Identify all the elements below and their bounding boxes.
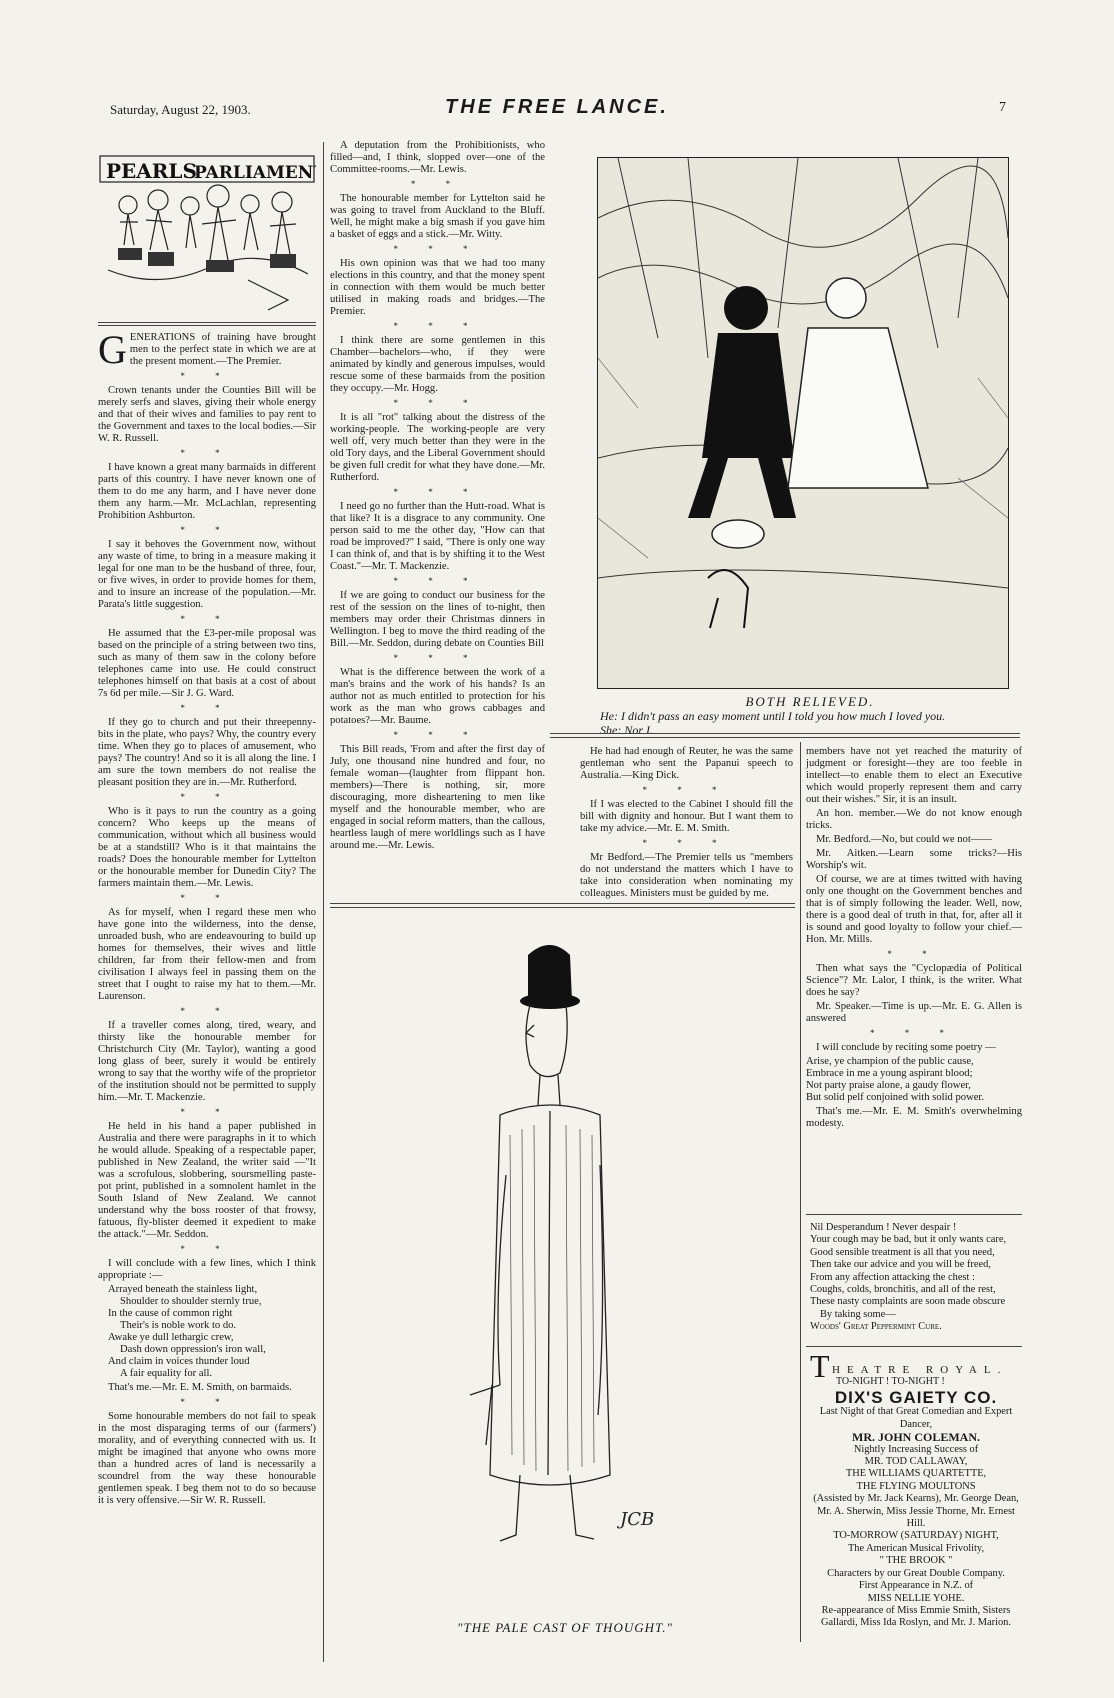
column-1 [98,150,316,1509]
paragraph: A deputation from the Prohibitionists, who filled—and, I think, slopped over—one of the Committee-rooms.—Mr. Lewis. [330,140,545,175]
separator: * * [180,525,234,535]
separator: * * * [393,398,482,408]
paragraph: I think there are some gentlemen in this Chamber—bachelors—who, if they were animated by kindly and generous impulses, would rescue some of these barmaids from the position they occupy.—Mr. Hogg. [330,335,545,394]
separator: * * [180,1006,234,1016]
paragraph: An hon. member.—We do not know enough tricks. [806,808,1022,831]
paragraph: His own opinion was that we had too many elections in this country, and that the money spent in connection with them would be much better utilised in making roads and bridges.—The Premier. [330,258,545,317]
paragraph: Mr Bedford.—The Premier tells us "members do not understand the matters which I have to take into consideration when nominating my colleagues. Ministers must be guided by me. [580,852,793,899]
separator: * * [180,1244,234,1254]
banner-right-word: PARLIAMENT [194,163,316,183]
banner-left-word: PEARLS [106,159,197,183]
separator: * * * [393,244,482,254]
paragraph: The honourable member for Lyttelton said he was going to travel from Auckland to the Bluff. Well, he might make a big smash if you gave him a basket of eggs and a stick.—Mr. Witty. [330,193,545,240]
column-divider [323,142,324,1662]
separator: * * [180,893,234,903]
separator: * * [180,371,234,381]
paragraph: Mr. Aitken.—Learn some tricks?—His Worship's wit. [806,848,1022,871]
paragraph: As for myself, when I regard these men who have gone into the wilderness, into the dense, unroaded bush, who are endeavouring to build up homes for themselves, their wives and little children, far from their fellow-men and from civilisation I always feel in passing them on the street that I ought to raise my hat to them.—Mr. Laurenson. [98,907,316,1002]
paragraph: If they go to church and put their threepenny-bits in the plate, who pays? Why, the country every time. When they go to places of amusement, who pays? The country! And so it is all along the line. I am sure the town members do not realise the pleasant position they are in.—Mr. Rutherford. [98,717,316,788]
paragraph: It is all "rot" talking about the distress of the working-people. The working-people are very well off, very much better than they were in the old Tory days, and the Liberal Government should be given full credit for what they have done.—Mr. Rutherford. [330,412,545,483]
paragraph: I say it behoves the Government now, without any waste of time, to bring in a measure making it legal for one man to be the husband of three, four, or five wives, in order to provide homes for them, and to insure an increase of the population.—Mr. Parata's little suggestion. [98,539,316,610]
separator: * * * [393,730,482,740]
separator: * * * [642,785,731,795]
separator: * * [180,792,234,802]
paragraph: I need go no further than the Hutt-road. What is that like? It is a disgrace to any community. One person said to me the other day, "How can that road be improved?" I said, "There is only one way I can think of, and that is by shifting it to the West Coast."—Mr. T. Mackenzie. [330,501,545,572]
section-rule [806,1214,1022,1215]
caption-line-she: She: Nor I. [600,723,653,737]
caption-line-he: He: I didn't pass an easy moment until I told you how much I loved you. [600,709,946,723]
pearls-banner [98,150,316,316]
poem: Arise, ye champion of the public cause, Embrace in me a young aspirant blood; Not party praise alone, a gaudy flower, But solid pelf conjoined with solid power. [806,1056,985,1103]
separator: * * [180,614,234,624]
cartoon-caption [600,695,1020,737]
separator: * * [180,448,234,458]
pearls-parliament-illustration [98,150,316,316]
paragraph: I will conclude with a few lines, which I think appropriate :— [98,1258,316,1281]
paragraph: What is the difference between the work of a man's brains and the work of his hands? Is an author not as much entitled to protection for his work as the man who grows cabbages and potatoes?—Mr. Baume. [330,667,545,726]
paragraph: If a traveller comes along, tired, weary, and thirsty like the honourable member for Christchurch City (Mr. Taylor), wanting a good long glass of beer, surely it would be entirely wrong to say that the worthy wife of the proprietor of the institution should not be permitted to supply him.—Mr. T. Mackenzie. [98,1020,316,1103]
theatre-royal-ad: T HEATRE ROYAL. TO-NIGHT ! TO-NIGHT ! DIX'S GAIETY CO. Last Night of that Great Comedian and Expert Dancer, MR. JOHN COLEMAN. Nightly Increasing Success of MR. TOD CALLAWAY, THE WILLIAMS QUARTETTE, THE FLYING MOULTONS (Assisted by Mr. Jack Kearns), Mr. George Dean, Mr. A. Sherwin, Miss Jessie Thorne, Mr. Ernest Hill. TO-MORROW (SATURDAY) NIGHT, The American Musical Frivolity, " THE BROOK " Characters by our Great Double Company. First Appearance in N.Z. of MISS NELLIE YOHE. Re-appearance of Miss Emmie Smith, Sisters Gallardi, Miss Ida Roslyn, and Mr. J. Marion. [810,1364,1022,1630]
paragraph: He assumed that the £3-per-mile proposal was based on the principle of a string between two tins, such as many of them saw in the colony before telephones came into use. He could construct telephones himself on that basis at a cost of about 7s 6d per mile.—Sir J. G. Ward. [98,628,316,699]
paragraph: If we are going to conduct our business for the rest of the session on the lines of to-night, then members may order their Christmas dinners in Wellington. I beg to move the third reading of the Bill.—Mr. Seddon, during debate on Counties Bill [330,590,545,649]
paragraph: That's me.—Mr. E. M. Smith's overwhelming modesty. [806,1106,1022,1129]
paragraph: This Bill reads, 'From and after the first day of July, one thousand nine hundred and four, no female woman—(laughter from flippant hon. members)—There is nothing, sir, more discouraging, more disheartening to men like myself and the honourable member, who are engaged in social reform matters, than the callous, heartless laugh of mere worldlings such as I have around me.—Mr. Lewis. [330,744,545,851]
separator: * * [887,949,941,959]
newspaper-title: THE FREE LANCE. [445,96,669,118]
pale-cast-cartoon [430,915,670,1555]
column-3 [580,746,793,902]
paragraph: Crown tenants under the Counties Bill will be merely serfs and slaves, giving their whole energy and that of their wives and families to pay rent to the Government and taxes to the local bodies.—Sir W. R. Russell. [98,385,316,444]
poem: Arrayed beneath the stainless light, Shoulder to shoulder sternly true, In the cause of common right Their's is noble work to do. Awake ye dull lethargic crew, Dash down oppression's iron wall, And claim in voices thunder loud A fair equality for all. [108,1284,266,1379]
separator: * * * [393,487,482,497]
paragraph: Of course, we are at times twitted with having only one thought on the Government benches and that is of simply following the leader. Well, now, there is a good deal of truth in that, for, after all it is sound and good loyalty to follow your chief.—Hon. Mr. Mills. [806,874,1022,945]
paragraph: That's me.—Mr. E. M. Smith, on barmaids. [108,1382,292,1393]
pale-cast-caption: "THE PALE CAST OF THOUGHT." [457,1620,673,1635]
rule [98,322,316,326]
issue-date: Saturday, August 22, 1903. [110,102,251,117]
page-number: 7 [999,100,1006,115]
artist-signature: JCB [620,1509,655,1530]
section-rule [550,737,1020,738]
separator: * * * [870,1028,958,1038]
paragraph: I have known a great many barmaids in different parts of this country. I have never known one of them to do me any harm, and I have never done them any harm.—Mr. McLachlan, representing Prohibition Ashburton. [98,462,316,521]
paragraph: Who is it pays to run the country as a going concern? Who keeps up the means of communication, without which all business would be at a standstill? Who is it that maintains the roads? Does the honourable member for Lyttelton or the honourable member for Dunedin City? The farmers maintain them.—Mr. Lewis. [98,806,316,889]
separator: * * * [642,838,731,848]
page-header [0,96,1114,126]
separator: * * [180,1397,234,1407]
paragraph: If I was elected to the Cabinet I should fill the bill with dignity and honour. But I want them to take my advice.—Mr. E. M. Smith. [580,799,793,834]
column-2 [330,140,545,854]
separator: * * * [393,653,482,663]
peppermint-cure-ad: Nil Desperandum ! Never despair ! Your cough may be bad, but it only wants care, Good sensible treatment is all that you need, Then take our advice and you will be freed, From any affection attacking the chest : Coughs, colds, bronchitis, and all of the rest, These nasty complaints are soon made obscure By taking some— Woods' Great Peppermint Cure. [810,1222,1007,1333]
couple-illustration [598,158,1008,688]
paragraph: Some honourable members do not fail to speak in the most disparaging terms of our (farmers') morality, and of everything connected with us. It might be imagined that anyone who owns more than a hundred acres of land is necessarily a scoundrel from the way these honourable gentlemen speak. I beg them not to do so because it is very offensive.—Sir W. R. Russell. [98,1411,316,1506]
paragraph: Mr. Bedford.—No, but could we not—— [816,834,992,845]
paragraph: I will conclude by reciting some poetry — [816,1042,996,1053]
separator: * * * [393,576,482,586]
theatre-heading: T HEATRE ROYAL. TO-NIGHT ! TO-NIGHT ! [810,1348,1008,1387]
paragraph: Mr. Speaker.—Time is up.—Mr. E. G. Allen is answered [806,1001,1022,1024]
cartoon-title: BOTH RELIEVED. [745,694,875,709]
paragraph: members have not yet reached the maturity of judgment or foresight—they are too feeble in intellect—to enable them to elect an Executive which would properly represent them and carry out their wishes." Sir, it is an insult. [806,746,1022,805]
section-rule [330,903,795,904]
company-name: DIX'S GAIETY CO. [834,1388,998,1407]
separator: * * * [393,321,482,331]
section-rule [330,907,795,908]
paragraph: He had had enough of Reuter, he was the same gentleman who sent the Papanui speech to Australia.—King Dick. [580,746,793,781]
paragraph: He held in his hand a paper published in Australia and there were paragraphs in it to which he would allude. Speaking of a respectable paper, published in New Zealand, the writer said —"It was a scrofulous, slobbering, soursmelling paste-pot print, published in a somnolent hamlet in the South Island of New Zealand. We cannot understand why the boss rooster of that frowsy, fatuous, fly-blister deemed it expedient to make the attack."—Mr. Seddon. [98,1121,316,1240]
section-rule [806,1346,1022,1347]
paragraph: GENERATIONS of training have brought men to the perfect state in which we are at the present moment.—The Premier. [98,327,316,372]
separator: * * [180,1107,234,1117]
separator: * * [180,703,234,713]
column-4 [806,746,1022,1132]
column-divider [800,742,801,1642]
paragraph: Then what says the "Cyclopædia of Political Science"? Mr. Lalor, I think, is the writer. What does he say? [806,963,1022,998]
both-relieved-cartoon [597,157,1009,689]
section-rule [550,733,1020,734]
separator: * * [410,179,465,189]
thin-man-illustration [430,915,670,1555]
drop-cap: G [98,327,127,372]
